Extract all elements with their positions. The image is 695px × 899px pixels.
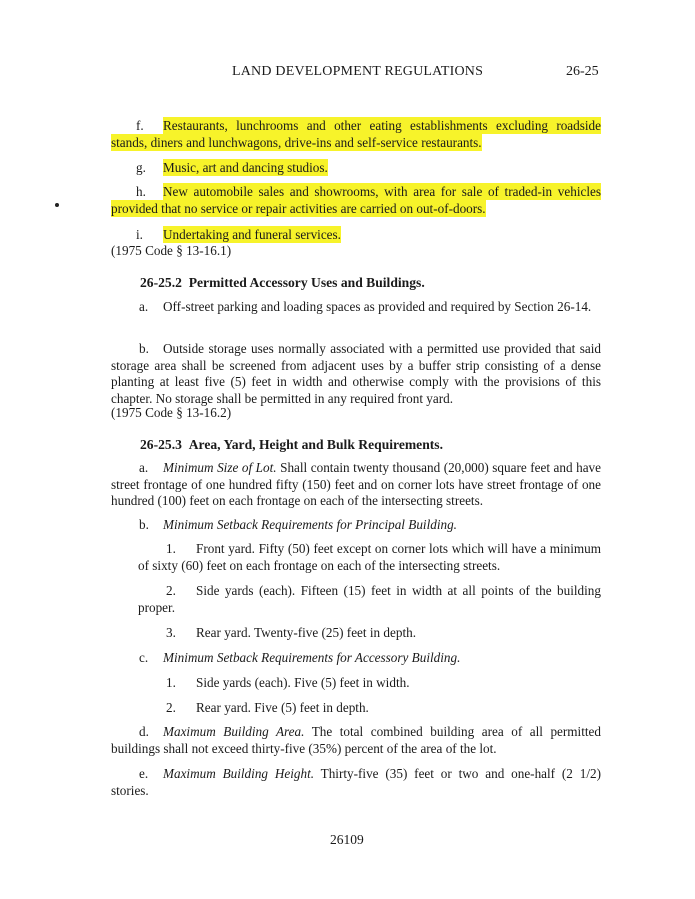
page-header-title: LAND DEVELOPMENT REGULATIONS	[232, 64, 484, 79]
section-253-b-1-marker: 1.	[166, 541, 176, 556]
section-253-c-2-text: Rear yard. Five (5) feet in depth.	[196, 700, 369, 715]
section-253-b-marker: b.	[139, 517, 149, 532]
section-253-title: Area, Yard, Height and Bulk Requirements.	[188, 437, 443, 452]
section-252-heading	[140, 275, 425, 292]
section-253-a-marker: a.	[139, 460, 149, 475]
section-253-a-text: Shall contain twenty thousand (20,000) square feet and have street frontage of one hundred fifty (150) feet and on corner lots have street frontage of one hundred (100) feet on each frontage on each of the intersecting streets.	[111, 460, 602, 508]
section-252-b-text: Outside storage uses normally associated with a permitted use provided that said storage area shall be screened from adjacent uses by a buffer strip consisting of a dense planting at least five (5) feet in width and otherwise comply with the provisions of this chapter. No storage shall be permitted in any required front yard.	[111, 341, 601, 406]
section-253-b-3-marker: 3.	[166, 625, 176, 640]
section-253-c-1-text: Side yards (each). Five (5) feet in width.	[196, 675, 410, 690]
section-252-a-marker: a.	[139, 299, 149, 314]
section-253-d-text: The total combined building area of all permitted buildings shall not exceed thirty-five (35%) percent of the area of the lot.	[111, 724, 601, 756]
section-253-c-title: Minimum Setback Requirements for Accessory Building.	[163, 650, 461, 665]
code-reference-2: (1975 Code § 13-16.2)	[111, 405, 232, 420]
section-252-b	[111, 341, 601, 407]
section-253-d-title: Maximum Building Area.	[163, 724, 305, 739]
section-252-a-text: Off-street parking and loading spaces as provided and required by Section 26-14.	[163, 299, 592, 314]
item-h-marker: h.	[136, 184, 146, 199]
section-253-c-2	[138, 700, 601, 717]
item-h-text: New automobile sales and showrooms, with area for sale of traded-in vehicles provided that no service or repair activities are carried on out-of-doors.	[111, 184, 601, 216]
section-253-c-1-marker: 1.	[166, 675, 176, 690]
section-253-number: 26-25.3	[140, 437, 182, 452]
section-252-number: 26-25.2	[140, 275, 182, 290]
code-reference-1: (1975 Code § 13-16.1)	[111, 243, 232, 258]
section-252-b-marker: b.	[139, 341, 149, 356]
item-g-text: Music, art and dancing studios.	[163, 160, 328, 175]
item-f-marker: f.	[136, 118, 144, 133]
scan-speck	[55, 203, 59, 207]
section-253-b-1	[138, 541, 601, 574]
section-253-b-3-text: Rear yard. Twenty-five (25) feet in depth.	[196, 625, 417, 640]
section-253-heading	[140, 437, 443, 454]
section-253-b-2-text: Side yards (each). Fifteen (15) feet in width at all points of the building proper.	[138, 583, 601, 615]
item-i-marker: i.	[136, 227, 143, 242]
section-253-e-marker: e.	[139, 766, 149, 781]
section-253-e-text: Thirty-five (35) feet or two and one-half (2 1/2) stories.	[111, 766, 601, 798]
item-i-text: Undertaking and funeral services.	[163, 227, 341, 242]
section-253-c-1	[138, 675, 601, 692]
section-253-d	[111, 724, 601, 757]
section-253-b-3	[138, 625, 601, 642]
section-253-b-title: Minimum Setback Requirements for Principal Building.	[163, 517, 457, 532]
page-header-ref: 26-25	[566, 64, 599, 79]
item-g	[111, 160, 601, 177]
section-253-b-1-text: Front yard. Fifty (50) feet except on corner lots which will have a minimum of sixty (60) feet on each frontage on each of the intersecting streets.	[138, 541, 601, 573]
item-f-text: Restaurants, lunchrooms and other eating establishments excluding roadside stands, diners and lunchwagons, drive-ins and self-service restaurants.	[111, 118, 601, 150]
item-g-marker: g.	[136, 160, 146, 175]
section-253-c-marker: c.	[139, 650, 149, 665]
section-253-c	[111, 650, 601, 667]
section-253-c-2-marker: 2.	[166, 700, 176, 715]
section-252-a	[111, 299, 601, 316]
section-253-e	[111, 766, 601, 799]
section-253-b-2	[138, 583, 601, 616]
section-253-b-2-marker: 2.	[166, 583, 176, 598]
section-253-b	[111, 517, 601, 534]
section-252-title: Permitted Accessory Uses and Buildings.	[188, 275, 425, 290]
section-253-e-title: Maximum Building Height.	[163, 766, 315, 781]
item-f	[111, 118, 601, 151]
item-h	[111, 184, 601, 217]
section-253-d-marker: d.	[139, 724, 149, 739]
section-253-a	[111, 460, 601, 510]
page-footer-number: 26109	[330, 832, 364, 847]
section-253-a-title: Minimum Size of Lot.	[163, 460, 277, 475]
item-i	[111, 227, 601, 244]
